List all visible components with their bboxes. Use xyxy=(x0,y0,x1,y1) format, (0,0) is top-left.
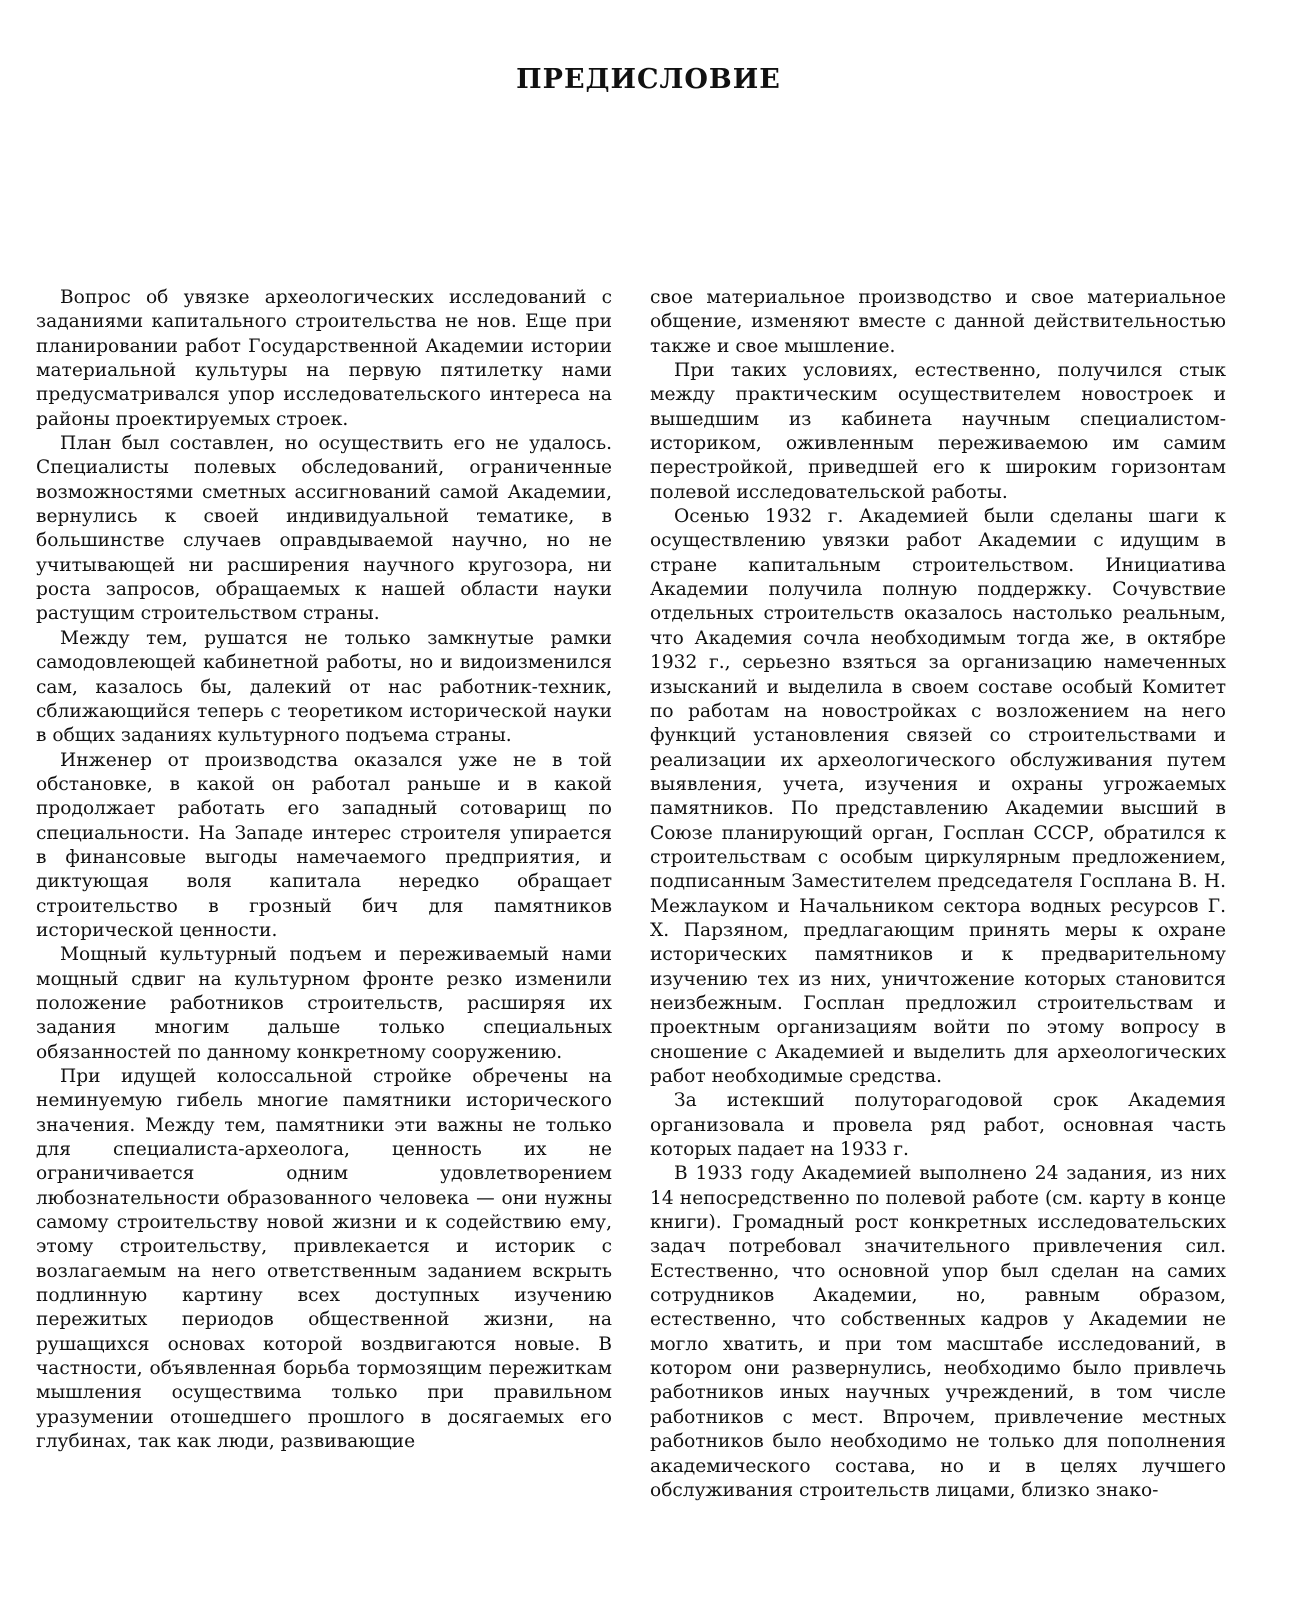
paragraph-continuation: свое материальное производство и свое материальное общение, изменяют вместе с данной действительностью также и свое мышление. xyxy=(650,287,1226,357)
paragraph: За истекший полуторагодовой срок Академия организовала и провела ряд работ, основная часть которых падает на 1933 г. xyxy=(650,1090,1226,1161)
paragraph: При таких условиях, естественно, получился стык между практическим осуществителем новостроек и вышедшим из кабинета научным специалистом-историком, оживленным переживаемою им самим перестройкой, приведшей его к широким горизонтам полевой исследовательской работы. xyxy=(650,360,1226,503)
paragraph: В 1933 году Академией выполнено 24 задания, из них 14 непосредственно по полевой работе (см. карту в конце книги). Громадный рост конкретных исследовательских задач потребовал значительного привлечения сил. Естественно, что основной упор был сделан на самих сотрудников Академии, но, равным образом, естественно, что собственных кадров у Академии не могло хватить, и при том масштабе исследований, в котором они развернулись, необходимо было привлечь работников иных научных учреждений, в том числе работников с мест. Впрочем, привлечение местных работников было необходимо не только для пополнения академического состава, но и в целях лучшего обслуживания строительств лицами, близко знако- xyxy=(650,1163,1226,1501)
paragraph: Инженер от производства оказался уже не в той обстановке, в какой он работал раньше и в какой продолжает работать его западный сотоварищ по специальности. На Западе интерес строителя упирается в финансовые выгоды намечаемого предприятия, и диктующая воля капитала нередко обращает строительство в грозный бич для памятников исторической ценности. xyxy=(36,749,612,941)
paragraph: План был составлен, но осуществить его не удалось. Специалисты полевых обследований, ограниченные возможностями сметных ассигнований самой Академии, вернулись к своей индивидуальной тематике, в большинстве случаев оправдываемой научно, но не учитывающей ни расширения научного кругозора, ни роста запросов, обращаемых к нашей области науки растущим строительством страны. xyxy=(36,433,612,625)
paragraph: Вопрос об увязке археологических исследований с заданиями капитального строительства не нов. Еще при планировании работ Государственной Академии истории материальной культуры на первую пятилетку нами предусматривался упор исследовательского интереса на районы проектируемых строек. xyxy=(36,287,612,430)
page-title: ПРЕДИСЛОВИЕ xyxy=(516,64,781,95)
paragraph: Мощный культурный подъем и переживаемый нами мощный сдвиг на культурном фронте резко изменили положение работников строительств, расширяя их задания многим дальше только специальных обязанностей по данному конкретному сооружению. xyxy=(36,944,612,1063)
left-text-column xyxy=(36,286,612,1455)
paragraph: При идущей колоссальной стройке обречены на неминуемую гибель многие памятники исторического значения. Между тем, памятники эти важны не только для специалиста-археолога, ценность их не ограничивается одним удовлетворением любознательности образованного человека — они нужны самому строительству новой жизни и к содействию ему, этому строительству, привлекается и историк с возлагаемым на него ответственным заданием вскрыть подлинную картину всех доступных изучению пережитых периодов общественной жизни, на рушащихся основах которой воздвигаются новые. В частности, объявленная борьба тормозящим пережиткам мышления осуществима только при правильном уразумении отошедшего прошлого в досягаемых его глубинах, так как люди, развивающие xyxy=(36,1066,612,1453)
paragraph: Между тем, рушатся не только замкнутые рамки самодовлеющей кабинетной работы, но и видоизменился сам, казалось бы, далекий от нас работник-техник, сближающийся теперь с теоретиком исторической науки в общих заданиях культурного подъема страны. xyxy=(36,627,612,747)
paragraph: Осенью 1932 г. Академией были сделаны шаги к осуществлению увязки работ Академии с идущим в стране капитальным строительством. Инициатива Академии получила полную поддержку. Сочувствие отдельных строительств оказалось настолько реальным, что Академия сочла необходимым тогда же, в октябре 1932 г., серьезно взяться за организацию намеченных изысканий и выделила в своем составе особый Комитет по работам на новостройках с возложением на него функций установления связей со строительствами и реализации их археологического обслуживания путем выявления, учета, изучения и охраны угрожаемых памятников. По представлению Академии высший в Союзе планирующий орган, Госплан СССР, обратился к строительствам с особым циркулярным предложением, подписанным Заместителем председателя Госплана В. Н. Межлауком и Начальником сектора водных ресурсов Г. Х. Парзяном, предлагающим принять меры к охране исторических памятников и к предварительному изучению тех из них, уничтожение которых становится неизбежным. Госплан предложил строительствам и проектным организациям войти по этому вопросу в сношение с Академией и выделить для археологических работ необходимые средства. xyxy=(650,506,1226,1087)
right-text-column xyxy=(650,286,1226,1503)
